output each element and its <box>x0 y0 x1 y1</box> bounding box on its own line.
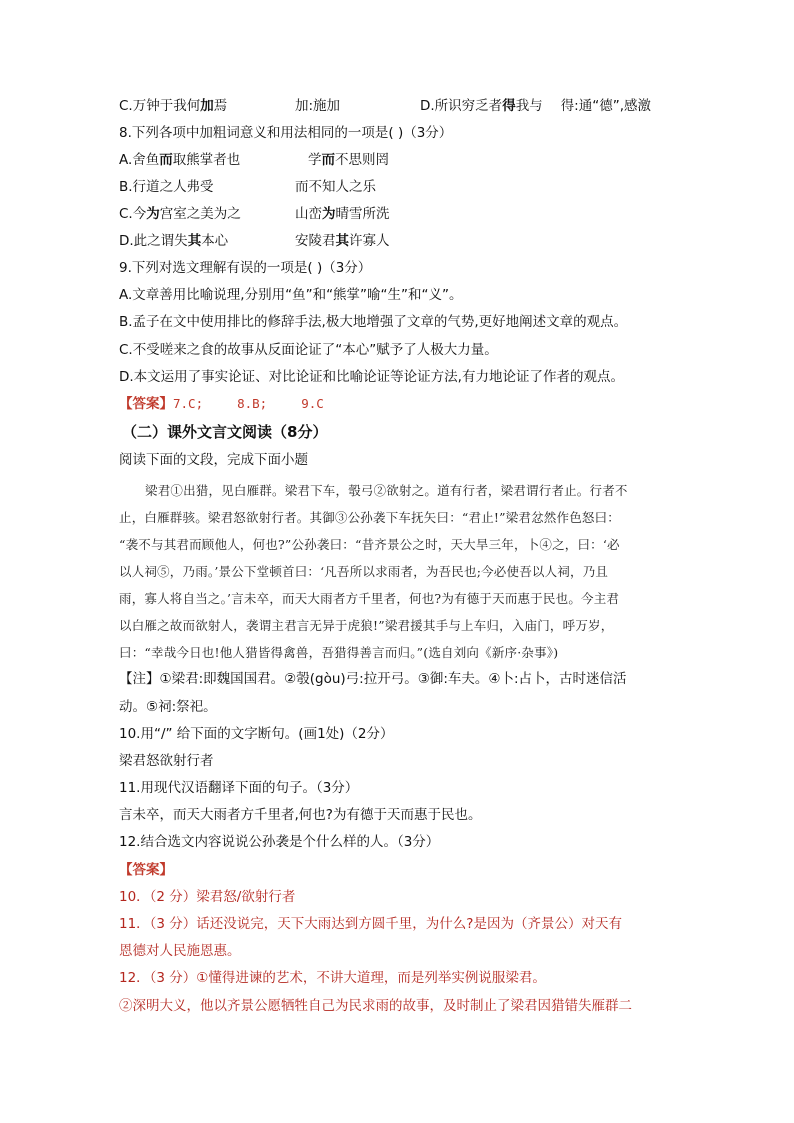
q7d-gloss: 得:通“德”,感激 <box>560 98 652 114</box>
answer-9: 9.C <box>301 396 324 411</box>
q8d-right <box>295 231 390 251</box>
answer-8: 8.B; <box>237 396 268 411</box>
q8b-left-post: 人弗受 <box>173 179 214 195</box>
q8c-right-pre: 山峦 <box>295 206 322 222</box>
q9-option-b: B.孟子在文中使用排比的修辞手法,极大地增强了文章的气势,更好地阐述文章的观点。 <box>119 314 628 330</box>
passage-line: 止，白雁群骇。梁君怒欲射行者。其御③公孙袭下车抚矢曰：“君止!”梁君忿然作色怒曰： <box>119 510 621 525</box>
passage-line: 梁君①出猎，见白雁群。梁君下车，彀弓②欲射之。道有行者，梁君谓行者止。行者不 <box>145 483 628 498</box>
passage-line: 以人祠⑤，乃雨。’景公下堂顿首曰：‘凡吾所以求雨者，为吾民也;今必使吾以人祠，乃且 <box>119 564 609 579</box>
answer-tag: 【答案】 <box>119 396 173 412</box>
q8a-right-pre: 学 <box>308 152 322 168</box>
q8d-right-pre: 安陵君 <box>295 233 336 249</box>
q8a-right-post: 不思则罔 <box>335 152 389 168</box>
q8c-right <box>295 204 390 224</box>
note-line: 【注】①梁君:即魏国国君。②彀(gòu)弓:拉开弓。③御:车夫。④卜:占卜，古时迷信活 <box>119 671 627 687</box>
q8a-left-pre: A.舍鱼 <box>119 152 160 168</box>
q7c-bold-word: 加 <box>200 98 214 114</box>
q8d-left-bold: 其 <box>187 233 202 249</box>
q8c-left-post: 宫室之美为之 <box>159 206 241 222</box>
q9-option-c: C.不受嗟来之食的故事从反面论证了“本心”赋予了人极大力量。 <box>119 342 498 358</box>
q8-option-b <box>119 177 376 197</box>
q7d-text-right: 我与 <box>515 98 543 114</box>
q8d-left-post: 本心 <box>201 233 229 249</box>
q8b-right-post: 乐 <box>362 179 376 195</box>
answer-7: 7.C; <box>173 396 204 411</box>
q8b-right-bold: 之 <box>349 179 363 195</box>
classical-passage <box>119 477 677 666</box>
q7c-gloss: 加:施加 <box>295 98 341 114</box>
q7-option-c <box>119 96 652 116</box>
q8b-right-pre: 而不知人 <box>295 179 349 195</box>
q12-stem: 12.结合选文内容说说公孙袭是个什么样的人。（3分） <box>119 834 440 850</box>
q8c-right-bold: 为 <box>322 206 336 222</box>
answer-tag-2: 【答案】 <box>119 862 173 878</box>
q8d-right-post: 许寡人 <box>349 233 390 249</box>
q7-option-d <box>420 96 651 116</box>
q10-text: 梁君怒欲射行者 <box>119 753 214 769</box>
answer-11-line: 恩德对人民施恩惠。 <box>119 943 241 959</box>
q8a-left-bold: 而 <box>159 152 173 168</box>
passage-line: 雨，寡人将自当之。’言未卒，而天大雨者方千里者，何也?为有德于天而惠于民也。今主君 <box>119 591 620 606</box>
q8d-right-bold: 其 <box>335 233 349 249</box>
answer-10: 10．（2 分）梁君怒/欲射行者 <box>119 889 296 905</box>
q9-option-a: A.文章善用比喻说理,分别用“鱼”和“熊掌”喻“生”和“义”。 <box>119 287 463 303</box>
q8b-left-pre: B.行道 <box>119 179 160 195</box>
q7c-text-left: C.万钟于我何 <box>119 98 201 114</box>
q8a-right <box>308 150 389 170</box>
q7c-text-right: 焉 <box>213 98 228 114</box>
q8b-right <box>295 177 376 197</box>
q9-option-d: D.本文运用了事实论证、对比论证和比喻论证等论证方法,有力地论证了作者的观点。 <box>119 369 624 385</box>
q7d-text-left: D.所识穷乏者 <box>420 98 503 114</box>
passage-line: 以白雁之故而欲射人，袭谓主君言无异于虎狼!”梁君援其手与上车归，入庙门，呼万岁， <box>119 618 614 633</box>
q8c-right-post: 晴雪所洗 <box>335 206 390 222</box>
instruction: 阅读下面的文段，完成下面小题 <box>119 452 308 468</box>
note-line: 动。⑤祠:祭祀。 <box>119 699 217 715</box>
section-title: （二）课外文言文阅读（8分） <box>122 423 328 441</box>
q10-stem: 10.用“/” 给下面的文字断句。(画1处)（2分） <box>119 726 394 742</box>
q9-stem: 9.下列对选文理解有误的一项是( )（3分） <box>119 260 372 276</box>
q11-text: 言未卒，而天大雨者方千里者,何也?为有德于天而惠于民也。 <box>119 807 482 823</box>
q7d-bold-word: 得 <box>502 98 516 114</box>
answer-block-1 <box>119 394 324 414</box>
answer-11-line: 11．（3 分）话还没说完，天下大雨达到方圆千里，为什么?是因为（齐景公）对天有 <box>119 916 622 932</box>
q8-stem: 8.下列各项中加粗词意义和用法相同的一项是( )（3分） <box>119 125 453 141</box>
passage-line: “袭不与其君而顾他人，何也?”公孙袭曰：“昔齐景公之时，天大旱三年，卜④之，曰：‘必 <box>119 537 620 552</box>
q8a-right-bold: 而 <box>321 152 335 168</box>
q8-option-d <box>119 231 390 251</box>
q11-stem: 11.用现代汉语翻译下面的句子。（3分） <box>119 780 359 796</box>
q8c-left-bold: 为 <box>146 206 160 222</box>
q8d-left-pre: D.此之谓失 <box>119 233 188 249</box>
q8c-left-pre: C.今 <box>119 206 147 222</box>
q8-option-a <box>119 150 389 170</box>
answer-12-line: ②深明大义，他以齐景公愿牺牲自己为民求雨的故事，及时制止了梁君因猎错失雁群二 <box>119 998 632 1014</box>
answer-12-line: 12．（3 分）①懂得进谏的艺术，不讲大道理，而是列举实例说服梁君。 <box>119 970 546 986</box>
passage-line: 曰：“幸哉今日也!他人猎皆得禽兽，吾猎得善言而归。”(选自刘向《新序·杂事》) <box>119 645 559 660</box>
q8-option-c <box>119 204 390 224</box>
q8b-left-bold: 之 <box>159 179 174 195</box>
q8a-left-post: 取熊掌者也 <box>172 152 241 168</box>
